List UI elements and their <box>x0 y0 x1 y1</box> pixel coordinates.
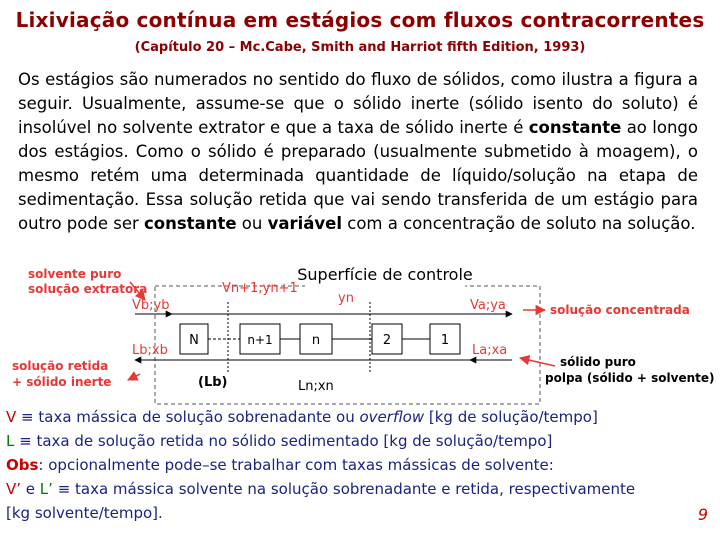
label-solido-puro: sólido puro <box>560 355 636 369</box>
label-vb: Vb;yb <box>132 298 170 313</box>
definition-v2-l2: V’ e L’ ≡ taxa mássica solvente na solução sobrenadante e retida, respectivamente <box>6 480 636 498</box>
obs-line: Obs: opcionalmente pode–se trabalhar com taxas mássicas de solvente: <box>6 456 554 474</box>
definition-v: V ≡ taxa mássica de solução sobrenadante ou overflow [kg de solução/tempo] <box>6 408 598 426</box>
svg-text:n: n <box>311 333 321 348</box>
label-la: La;xa <box>472 343 508 358</box>
slide-title: Lixiviação contínua em estágios com fluxos contracorrentes <box>15 8 705 32</box>
label-solvente-puro: solvente puro <box>28 267 122 281</box>
label-vn1: Vn+1;yn+1 <box>222 281 298 296</box>
svg-text:n+1: n+1 <box>247 333 273 347</box>
label-solucao-concentrada: solução concentrada <box>550 303 690 317</box>
para-emphasis-2: constante <box>144 214 237 233</box>
slide-subtitle: (Capítulo 20 – Mc.Cabe, Smith and Harriot fifth Edition, 1993) <box>134 40 586 55</box>
label-lb: Lb;xb <box>132 343 168 358</box>
unit-line: [kg solvente/tempo]. <box>6 504 163 522</box>
body-paragraph <box>18 68 698 236</box>
label-solido-inerte: + sólido inerte <box>12 375 112 389</box>
svg-text:1: 1 <box>440 333 450 348</box>
svg-text:N: N <box>189 333 199 348</box>
countercurrent-diagram <box>0 262 720 412</box>
label-lb-paren: (Lb) <box>198 375 228 390</box>
control-surface-label: Superfície de controle <box>297 265 473 284</box>
page-number: 9 <box>697 505 708 524</box>
label-polpa: polpa (sólido + solvente) <box>545 371 715 385</box>
para-text-4: com a concentração de soluto na solução. <box>342 214 696 233</box>
label-lnxn: Ln;xn <box>298 379 334 394</box>
definition-l: L ≡ taxa de solução retida no sólido sedimentado [kg de solução/tempo] <box>6 432 553 450</box>
label-solucao-retida: solução retida <box>12 359 109 373</box>
svg-text:2: 2 <box>382 333 392 348</box>
para-text-1: Os estágios são numerados no sentido do fluxo de sólidos, como ilustra a figura a seguir. Usualmente, assume-se que o sólido inerte (sólido isento do soluto) é insolúvel no solvente extrator e que a taxa de sólido inerte é <box>18 70 698 137</box>
label-va: Va;ya <box>470 298 506 313</box>
label-yn: yn <box>338 291 354 306</box>
para-text-3: ou <box>236 214 268 233</box>
para-emphasis-3: variável <box>267 214 342 233</box>
label-solucao-extratora: solução extratora <box>28 282 148 296</box>
definitions <box>6 407 706 527</box>
para-emphasis-1: constante <box>528 118 622 137</box>
para-text-2: ao longo dos estágios. Como o sólido é preparado (usualmente submetido à moagem), o mesmo retém uma determinada quantidade de líquido/solução na etapa de sedimentação. Essa solução retida que vai sendo transferida de um estágio para outro pode ser <box>18 118 698 233</box>
